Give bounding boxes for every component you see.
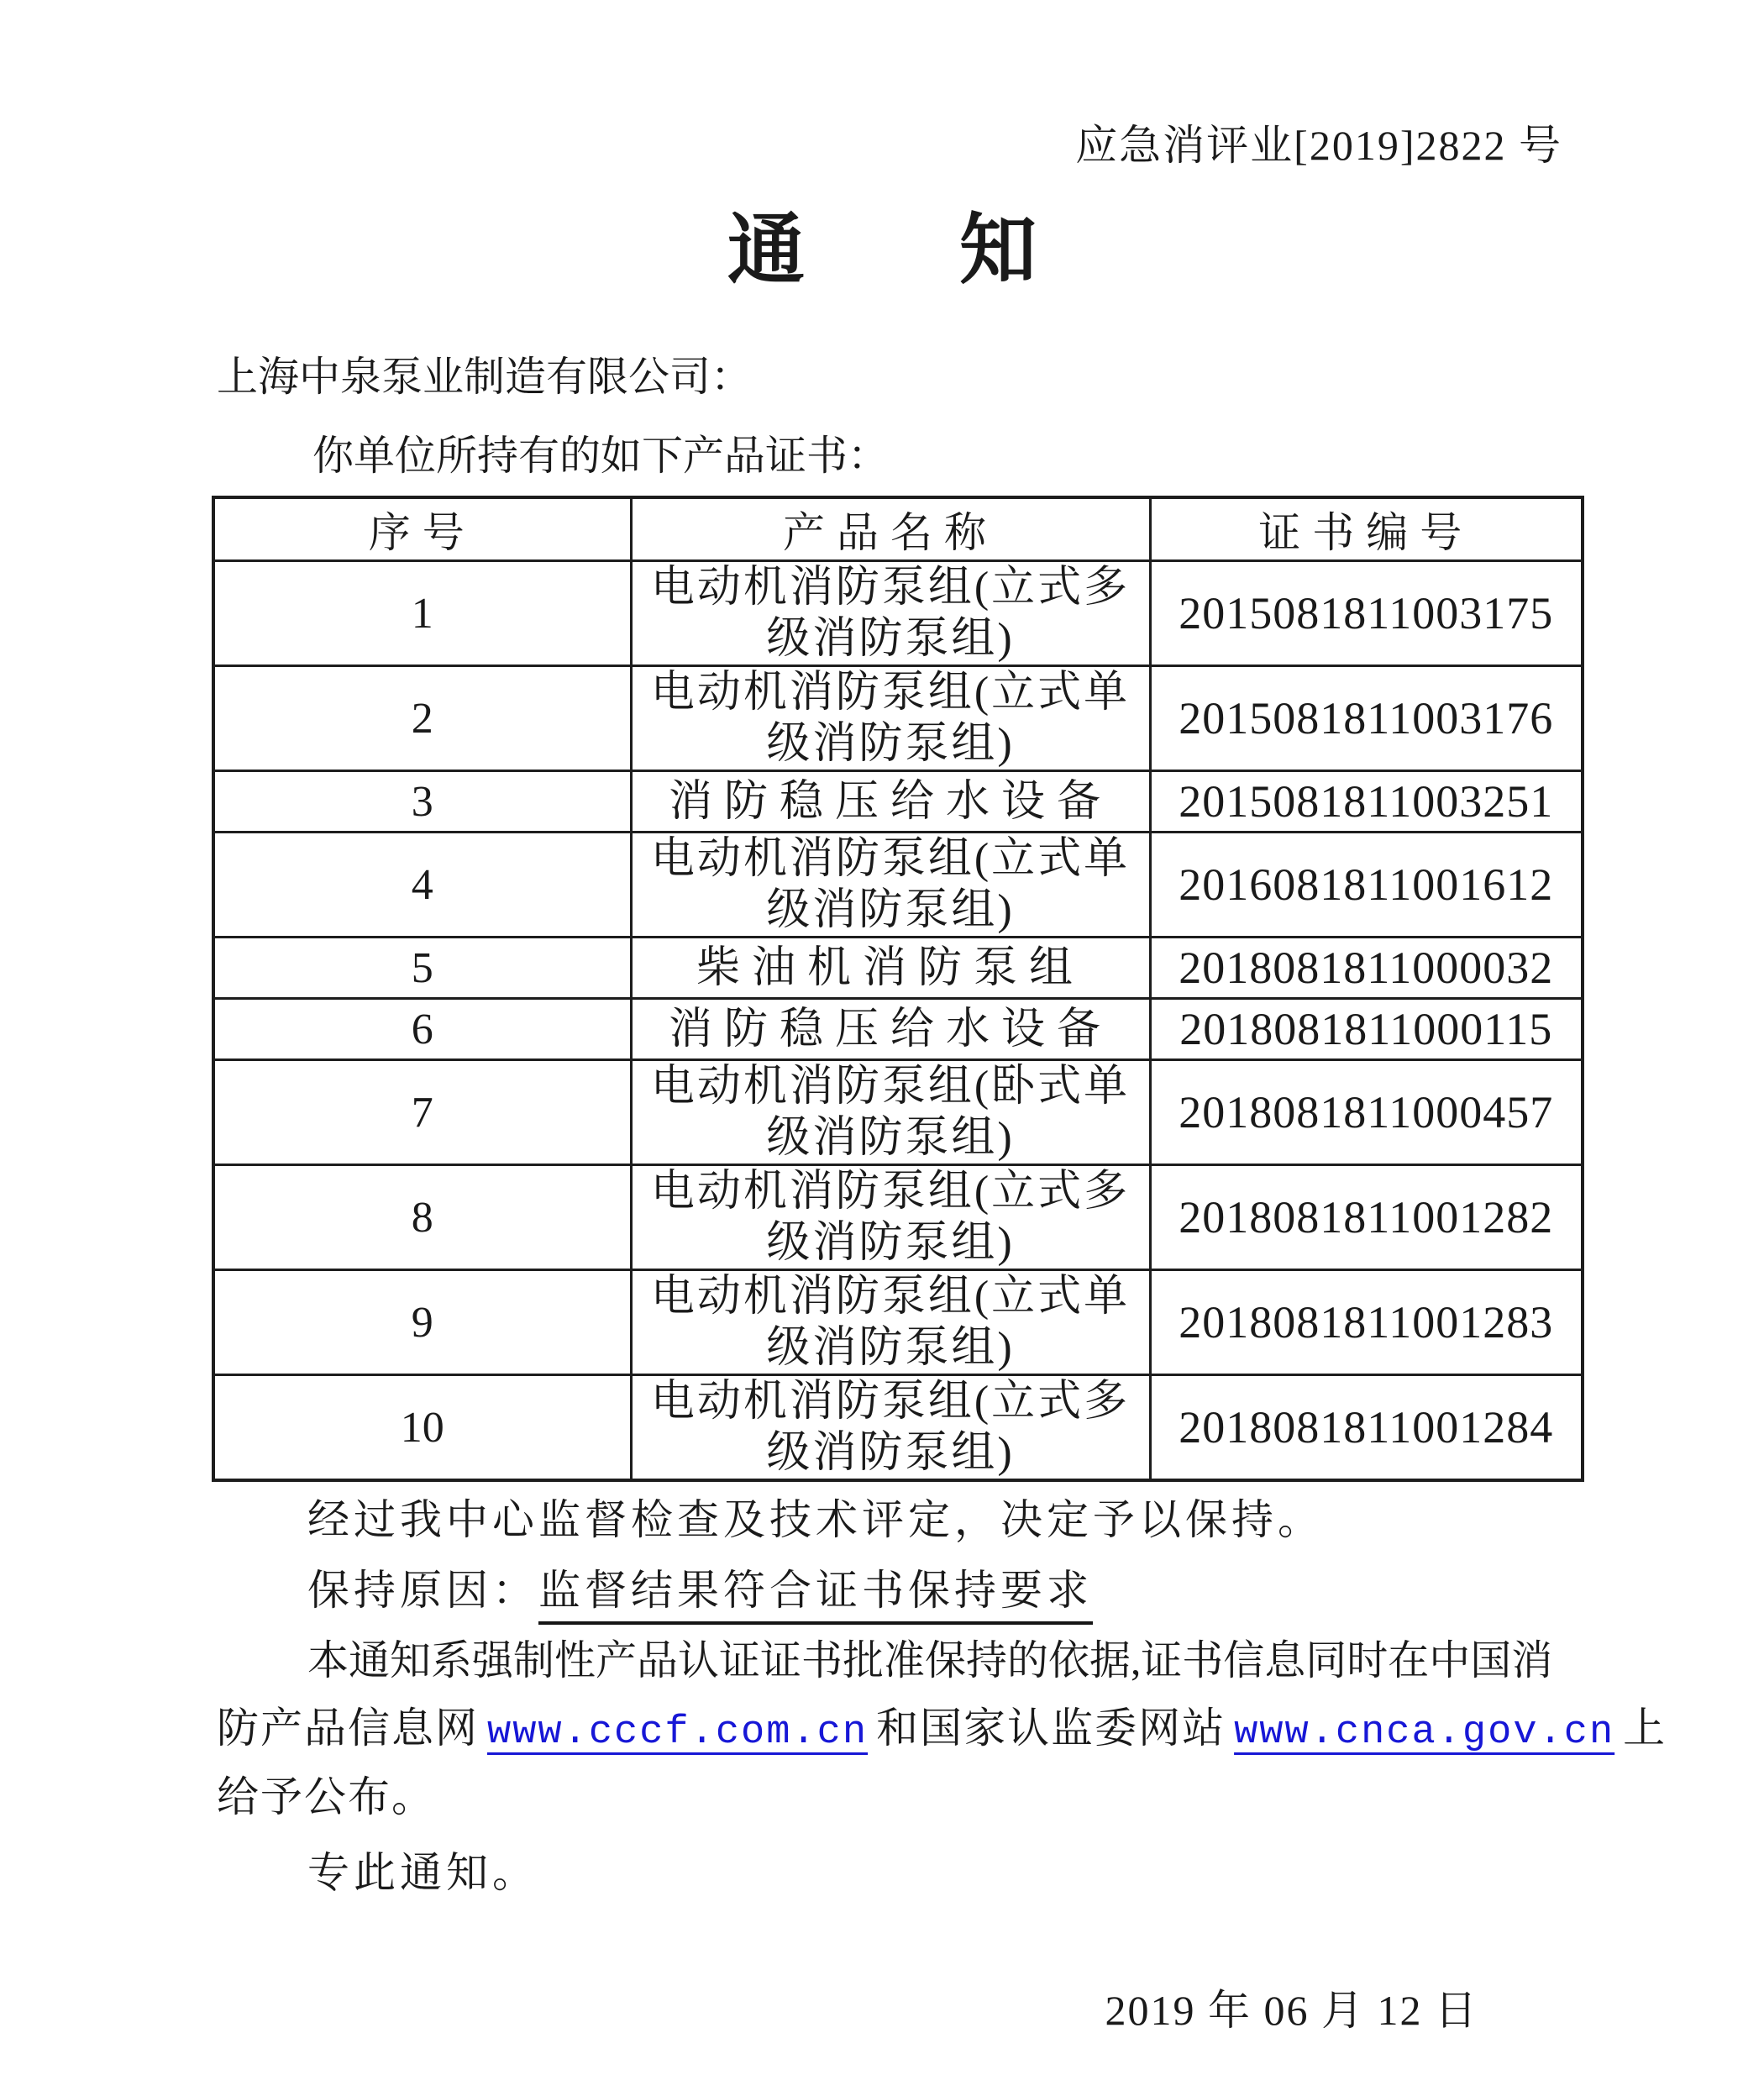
cell-certificate-number: 2015081811003175	[1150, 561, 1583, 666]
table-row	[213, 833, 1583, 938]
cell-serial-number: 1	[213, 561, 631, 666]
cell-product-name: 电动机消防泵组(立式多级消防泵组)	[631, 1165, 1150, 1270]
cccf-website-link[interactable]: www.cccf.com.cn	[487, 1710, 869, 1755]
cell-serial-number: 10	[213, 1375, 631, 1481]
col-header-product-name: 产品名称	[631, 497, 1150, 561]
table-row	[213, 1060, 1583, 1165]
cell-product-name: 电动机消防泵组(立式单级消防泵组)	[631, 1270, 1150, 1375]
cell-product-name: 消防稳压给水设备	[631, 999, 1150, 1060]
recipient-line: 上海中泉泵业制造有限公司：	[217, 354, 753, 400]
cell-certificate-number: 2018081811001284	[1150, 1375, 1583, 1481]
table-row	[213, 999, 1583, 1060]
table-row	[213, 561, 1583, 666]
table-row	[213, 666, 1583, 771]
cell-serial-number: 2	[213, 666, 631, 771]
doc-title: 通 知	[727, 207, 1037, 293]
reason-paragraph	[307, 1564, 1093, 1617]
cell-product-name: 消防稳压给水设备	[631, 771, 1150, 833]
certificate-table	[212, 496, 1584, 1482]
cell-serial-number: 4	[213, 833, 631, 938]
closing-line: 专此通知。	[307, 1849, 538, 1896]
cell-product-name: 电动机消防泵组(立式单级消防泵组)	[631, 666, 1150, 771]
reason-underlined-text: 监督结果符合证书保持要求	[538, 1567, 1093, 1625]
cell-certificate-number: 2015081811003176	[1150, 666, 1583, 771]
table-row	[213, 1165, 1583, 1270]
col-header-serial: 序号	[213, 497, 631, 561]
cell-product-name: 柴油机消防泵组	[631, 938, 1150, 999]
cell-serial-number: 7	[213, 1060, 631, 1165]
decision-paragraph: 经过我中心监督检查及技术评定，决定予以保持。	[307, 1496, 1324, 1543]
cell-product-name: 电动机消防泵组(立式单级消防泵组)	[631, 833, 1150, 938]
notice-paragraph-line2	[217, 1702, 1667, 1758]
cell-serial-number: 6	[213, 999, 631, 1060]
table-row	[213, 771, 1583, 833]
cell-serial-number: 3	[213, 771, 631, 833]
table-row	[213, 938, 1583, 999]
cell-certificate-number: 2018081811001283	[1150, 1270, 1583, 1375]
cell-serial-number: 5	[213, 938, 631, 999]
cell-certificate-number: 2018081811000032	[1150, 938, 1583, 999]
notice-paragraph-line3: 给予公布。	[217, 1773, 435, 1820]
table-header-row	[213, 497, 1583, 561]
notice-line2-prefix: 防产品信息网	[217, 1705, 479, 1752]
cell-product-name: 电动机消防泵组(立式多级消防泵组)	[631, 1375, 1150, 1481]
table-row	[213, 1375, 1583, 1481]
cell-product-name: 电动机消防泵组(卧式单级消防泵组)	[631, 1060, 1150, 1165]
notice-paragraph-line1: 本通知系强制性产品认证证书批准保持的依据,证书信息同时在中国消	[307, 1637, 1553, 1684]
cell-certificate-number: 2018081811000457	[1150, 1060, 1583, 1165]
cnca-website-link[interactable]: www.cnca.gov.cn	[1234, 1710, 1615, 1755]
col-header-cert-number: 证书编号	[1150, 497, 1583, 561]
cell-product-name: 电动机消防泵组(立式多级消防泵组)	[631, 561, 1150, 666]
issue-date: 2019 年 06 月 12 日	[1105, 1987, 1478, 2034]
table-row	[213, 1270, 1583, 1375]
cell-certificate-number: 2018081811001282	[1150, 1165, 1583, 1270]
cell-serial-number: 9	[213, 1270, 631, 1375]
intro-line: 你单位所持有的如下产品证书：	[312, 433, 890, 479]
notice-line2-middle: 和国家认监委网站	[876, 1705, 1226, 1752]
cell-serial-number: 8	[213, 1165, 631, 1270]
cell-certificate-number: 2015081811003251	[1150, 771, 1583, 833]
reason-label: 保持原因：	[307, 1567, 538, 1614]
cell-certificate-number: 2016081811001612	[1150, 833, 1583, 938]
cell-certificate-number: 2018081811000115	[1150, 999, 1583, 1060]
notice-line2-suffix: 上	[1623, 1705, 1667, 1752]
doc-reference-number: 应急消评业[2019]2822 号	[1075, 122, 1562, 169]
